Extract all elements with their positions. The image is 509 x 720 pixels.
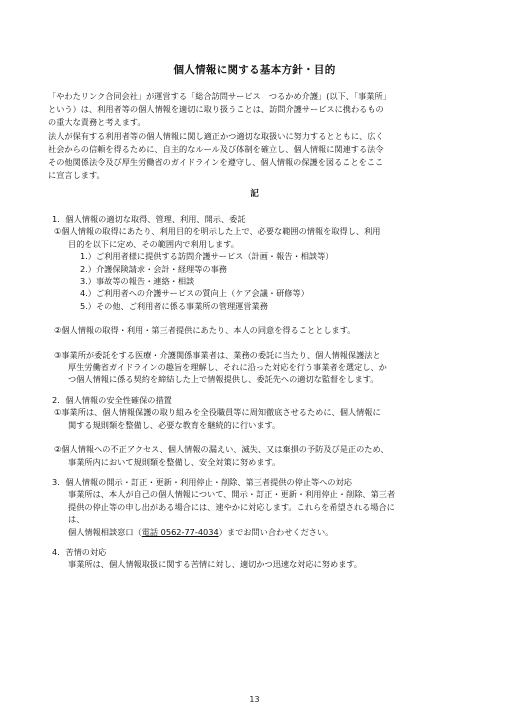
contact-line (48, 526, 468, 538)
intro-line: 法人が保有する利用者等の個人情報に関し適正かつ適切な取扱いに努力するとともに、広く (48, 130, 384, 141)
intro-line: 社会からの信頼を得るために、自主的なルール及び体制を確立し、個人情報に関連する法令 (48, 143, 384, 154)
item-line: ②個人情報への不正アクセス、個人情報の漏えい、滅失、又は棄損の予防及び是正のため、 (54, 444, 389, 455)
section-4 (48, 546, 468, 571)
section-heading: 4．苦情の対応 (52, 546, 107, 557)
item-line: は、 (68, 514, 85, 525)
item-line: ③事業所が委託をする医療・介護関係事業者は、業務の委託に当たり、個人情報保護法と (54, 349, 381, 360)
spacer (48, 386, 468, 394)
list-item: 5.）その他、ご利用者に係る事業所の管理運営業務 (80, 300, 268, 311)
phone-number: 電話 0562-77-4034 (141, 526, 219, 537)
item-line: 提供の停止等の申し出がある場合には、速やかに対応します。これらを希望される場合に (68, 501, 395, 512)
item-line: 事業所は、個人情報取扱に関する苦情に対し、適切かつ迅速な対応に努めます。 (68, 559, 363, 570)
list-item: 2.）介護保険請求・会計・経理等の事務 (80, 263, 227, 274)
spacer (48, 312, 468, 324)
policy-body (48, 213, 468, 571)
section-2 (48, 394, 468, 468)
section-heading: 3．個人情報の開示・訂正・更新・利用停止・削除、第三者提供の停止等への対応 (52, 476, 352, 487)
list-item: 3.）事故等の報告・連絡・相談 (80, 276, 195, 287)
item-line: 目的を以下に定め、その範囲内で利用します。 (68, 238, 239, 249)
item-line: ②個人情報の取得・利用・第三者提供にあたり、本人の同意を得ることとします。 (54, 325, 356, 336)
intro-paragraph (48, 90, 468, 182)
item-line: ①個人情報の取得にあたり、利用目的を明示した上で、必要な範囲の情報を取得し、利用 (54, 226, 381, 237)
intro-line: その他関係法令及び厚生労働省のガイドラインを遵守し、個人情報の保護を図ることをここ (48, 157, 384, 168)
list-item: 4.）ご利用者への介護サービスの質向上（ケア会議・研修等） (80, 288, 309, 299)
contact-prefix: 個人情報相談窓口（ (68, 526, 142, 537)
page-number: 13 (249, 695, 260, 704)
intro-line: 「やわたリンク合同会社」が運営する「総合訪問サービス つるかめ介護」(以下、｢事業所｣ (48, 91, 387, 101)
item-line: ①事業所は、個人情報保護の取り組みを全役職員等に周知徹底させるために、個人情報に (54, 407, 381, 418)
section-heading: 2．個人情報の安全性確保の措置 (52, 394, 172, 405)
section-heading: 1．個人情報の適切な取得、管理、利用、開示、委託 (52, 214, 246, 224)
section-3 (48, 476, 468, 538)
section-1 (48, 213, 468, 386)
spacer (48, 468, 468, 476)
spacer (48, 337, 468, 349)
spacer (48, 538, 468, 546)
contact-suffix: ）までお問い合わせください。 (218, 526, 334, 537)
intro-line: の重大な責務と考えます。 (48, 117, 146, 128)
intro-line: に宣言します。 (48, 170, 105, 181)
intro-line: という）は、利用者等の個人情報を適切に取り扱うことは、訪問介護サービスに携わるもの (48, 104, 384, 115)
item-line: 事業所は、本人が自己の個人情報について、開示・訂正・更新・利用停止・削除、第三者 (68, 489, 396, 500)
item-line: 厚生労働省ガイドラインの趣旨を理解し、それに沿った対応を行う事業者を選定し、か (68, 362, 387, 373)
item-line: 関する規則類を整備し、必要な教育を継続的に行います。 (68, 419, 281, 430)
page-title: 個人情報に関する基本方針・目的 (173, 64, 336, 76)
item-line: 事業所内において規則類を整備し、安全対策に努めます。 (68, 456, 281, 467)
item-line: つ個人情報に係る契約を締結した上で情報提供し、委託先への適切な監督をします。 (68, 374, 379, 385)
list-item: 1.）ご利用者様に提供する訪問介護サービス（計画・報告・相談等） (80, 251, 334, 262)
ki-heading: 記 (250, 189, 259, 199)
spacer (48, 431, 468, 443)
